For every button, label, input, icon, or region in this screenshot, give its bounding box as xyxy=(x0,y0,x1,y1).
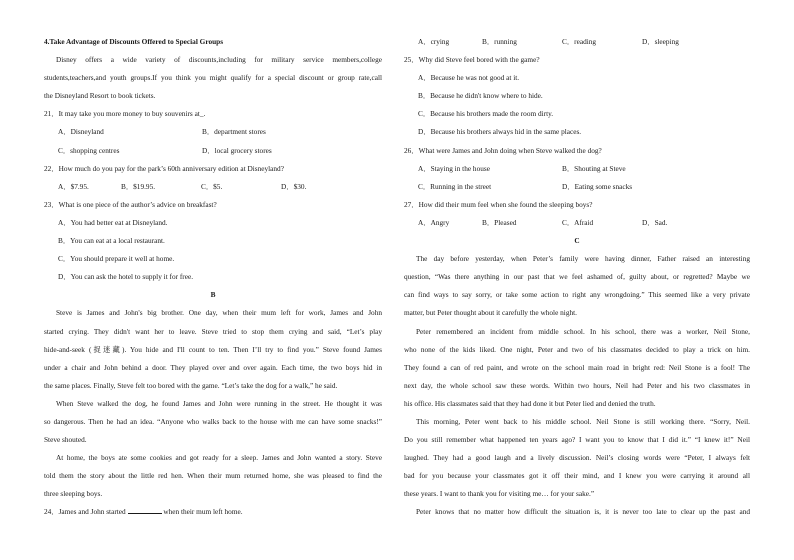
option-b: B．Shouting at Steve xyxy=(562,163,626,173)
option-d: D．sleeping xyxy=(642,37,679,46)
option-c: C．$5. xyxy=(201,181,223,191)
option-a: A．Disneyland xyxy=(58,127,104,137)
option-c: C．You should prepare it well at home. xyxy=(58,254,175,264)
question-27-options xyxy=(404,214,750,232)
question-27-stem: 27．How did their mum feel when she found the sleeping boys? xyxy=(404,199,593,209)
question-21-stem: 21．It may take you more money to buy souvenirs at_. xyxy=(44,109,206,119)
passage-c-line: matter, but Peter thought about it carefully the whole night. xyxy=(404,308,577,318)
passage-b-line: Steve is James and John's big brother. One day, when their mum left for work, James and John xyxy=(56,308,382,318)
right-column xyxy=(404,33,750,522)
passage-c-line: Peter knows that no matter how difficult the situation is, it is never too late to clear up the past and xyxy=(416,507,750,517)
passage-b-line: three sleeping boys. xyxy=(44,489,103,499)
option-c: C．Afraid xyxy=(562,217,594,227)
option-a: A．Angry xyxy=(418,217,450,227)
option-a: A．crying xyxy=(418,37,450,46)
question-26-options-ab xyxy=(404,160,750,178)
question-24-options xyxy=(404,33,750,51)
option-d: D．Sad. xyxy=(642,217,668,227)
question-22-stem: 22．How much do you pay for the park’s 60th anniversary edition at Disneyland? xyxy=(44,163,284,173)
option-b: B．running xyxy=(482,37,517,46)
option-a: A．Staying in the house xyxy=(418,163,490,173)
passage-c-line: his office. His classmates said that they had done it but Peter lied and denied the truth. xyxy=(404,398,656,408)
question-21-options-ab xyxy=(44,123,382,141)
passage-c-line: This morning, Peter went back to his middle school. Neil Stone is still working there. “Sorry, Neil. xyxy=(416,416,750,426)
option-b: B．You can eat at a local restaurant. xyxy=(58,236,165,246)
passage-c-line: Peter remembered an incident from middle school. In his school, there was a worker, Neil Stone, xyxy=(416,326,750,336)
passage-c-line: question, “Was there anything in our past that we feel ashamed of, guilty about, or regretted? Maybe we xyxy=(404,272,750,282)
option-d: D．Eating some snacks xyxy=(562,181,633,191)
question-22-options xyxy=(44,178,382,196)
section-b-title: B xyxy=(210,290,216,300)
left-column xyxy=(44,33,382,522)
passage-c-line: next day, the whole school saw these words. Within two hours, Neil had Peter and his two classmates in xyxy=(404,380,750,390)
option-d: D．$30. xyxy=(281,181,307,191)
option-d: D．local grocery stores xyxy=(202,145,272,155)
option-c: C．shopping centres xyxy=(58,145,120,155)
passage-a-line: Disney offers a wide variety of discounts,including for military service members,college xyxy=(56,55,382,65)
option-a: A．$7.95. xyxy=(58,181,89,191)
passage-b-line: under a chair and John behind a door. They played over and over again. Each time, the two boys hid in xyxy=(44,362,382,372)
passage-a-line: the Disneyland Resort to book tickets. xyxy=(44,91,156,101)
passage-b-line: When Steve walked the dog, he found James and John were running in the street. He thought it was xyxy=(56,398,382,408)
option-c: C．Running in the street xyxy=(418,181,492,191)
section-heading: 4.Take Advantage of Discounts Offered to Special Groups xyxy=(44,37,224,46)
passage-c-line: who none of the kids liked. One night, Peter and two of his classmates decided to play a trick on him. xyxy=(404,344,750,354)
question-25-stem: 25．Why did Steve feel bored with the game? xyxy=(404,55,540,65)
passage-c-line: these years. I want to thank you for visiting me… for your sake.” xyxy=(404,489,595,499)
section-c-title: C xyxy=(574,236,580,246)
passage-a-line: students,teachers,and youth groups.If you think you might qualify for a special discount or group rate,call xyxy=(44,73,382,83)
passage-b-line: told them the story about the little red hen. When their mum returned home, she was pleased to find the xyxy=(44,471,382,481)
passage-b-line: Steve shouted. xyxy=(44,435,87,445)
passage-b-line: hide-and-seek (捉迷藏). You hide and I'll count to ten. Then I’ll try to find you.” Steve found James xyxy=(44,344,382,354)
passage-c-line: Do you still remember what happened ten years ago? I want you to know that I did it.” “I knew it!” Neil xyxy=(404,435,750,445)
passage-c-line: bad for you because your classmates got it off their mind, and I knew you were carrying it around all xyxy=(404,471,750,481)
option-d: D．You can ask the hotel to supply it for free. xyxy=(58,272,194,282)
option-b: B．Pleased xyxy=(482,217,517,227)
option-b: B．department stores xyxy=(202,127,266,137)
question-26-stem: 26．What were James and John doing when Steve walked the dog? xyxy=(404,145,602,155)
answer-blank xyxy=(128,507,162,514)
question-21-options-cd xyxy=(44,142,382,160)
option-d: D．Because his brothers always hid in the same places. xyxy=(418,127,582,137)
passage-b-line: the same places. Finally, Steve felt too bored with the game. “Let’s take the dog for a walk,” he said. xyxy=(44,380,338,390)
passage-c-line: The day before yesterday, when Peter’s family were having dinner, Father raised an interesting xyxy=(416,254,750,264)
option-c: C．Because his brothers made the room dirty. xyxy=(418,109,554,119)
question-26-options-cd xyxy=(404,178,750,196)
option-b: B．Because he didn't know where to hide. xyxy=(418,91,543,101)
passage-c-line: laughed. They had a good laugh and a lively discussion. Neil’s closing words were “Peter, I always felt xyxy=(404,453,750,463)
option-a: A．Because he was not good at it. xyxy=(418,73,520,83)
passage-b-line: so dangerous. Then he had an idea. “Anyone who walks back to the house with me can have some snacks!” xyxy=(44,416,382,426)
option-c: C．reading xyxy=(562,37,597,46)
option-b: B．$19.95. xyxy=(121,181,156,191)
question-23-stem: 23．What is one piece of the author’s advice on breakfast? xyxy=(44,199,217,209)
question-24-stem: 24．James and John started when their mum left home. xyxy=(44,507,243,517)
passage-b-line: started crying. They didn't want her to leave. Steve tried to stop them crying and said, “Let’s play xyxy=(44,326,382,336)
passage-b-line: At home, the boys ate some cookies and got ready for a sleep. James and John wanted a story. Steve xyxy=(56,453,382,463)
passage-c-line: can find ways to say sorry, or take some action to right any wrongdoing.” This seemed like a very private xyxy=(404,290,750,300)
option-a: A．You had better eat at Disneyland. xyxy=(58,217,168,227)
passage-c-line: They found a can of red paint, and wrote on the school main road in bright red: Neil Stone is a fool! The xyxy=(404,362,750,372)
